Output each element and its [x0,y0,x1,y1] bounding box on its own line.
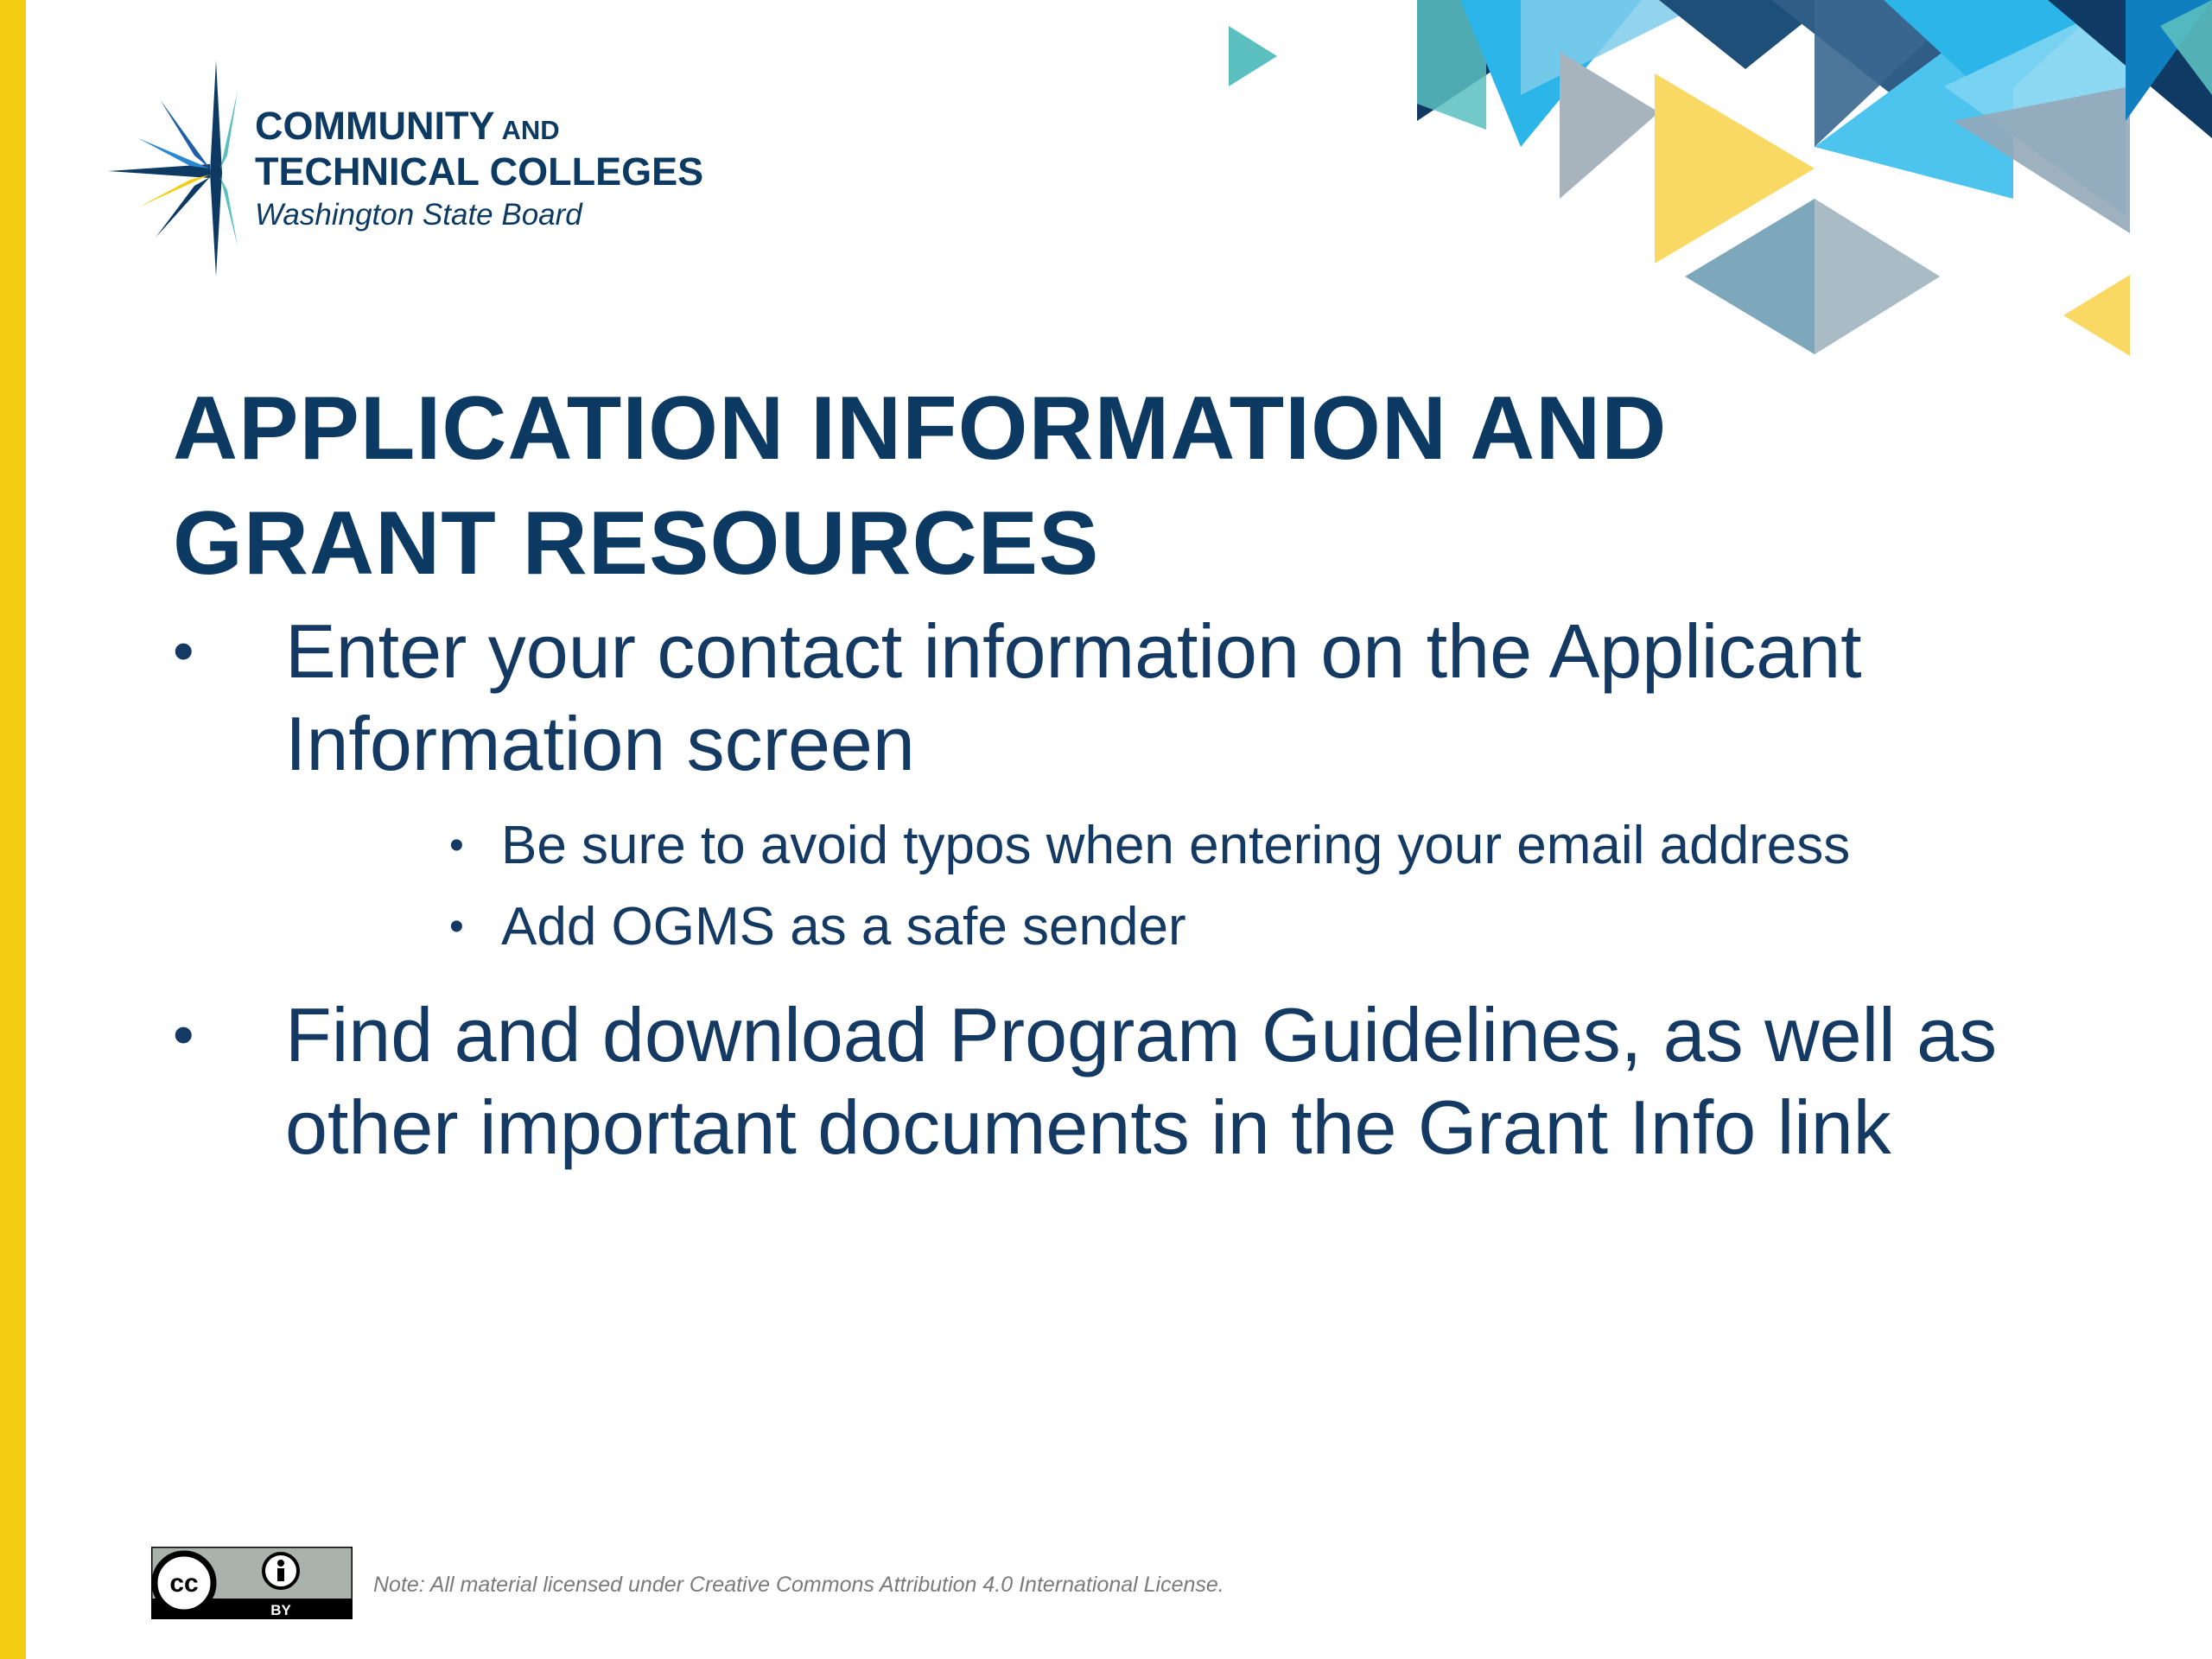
sub-bullet-list [173,805,2039,968]
sub-bullet-item-2 [449,887,2039,968]
sub-bullet-text: Be sure to avoid typos when entering your email address [501,816,1851,875]
bullet-text: Find and download Program Guidelines, as well as other important documents in the Grant Info link [285,992,1998,1170]
cc-by-label: BY [270,1602,291,1618]
logo-line2: TECHNICAL COLLEGES [255,149,704,194]
sub-bullet-dot: • [449,904,464,950]
bullet-text: Enter your contact information on the Applicant Information screen [285,608,1862,786]
sub-bullet-dot: • [449,823,464,868]
bullet-item-1 [173,605,2039,790]
bullet-item-2 [173,988,2039,1173]
license-note: Note: All material licensed under Creative Commons Attribution 4.0 International License. [373,1573,1224,1597]
sub-bullet-item-1 [449,805,2039,887]
compass-star-icon [108,60,246,285]
bullet-dot: • [173,1001,194,1068]
sub-bullet-text: Add OGMS as a safe sender [501,897,1186,957]
creative-commons-by-badge [151,1547,353,1619]
logo-line3: Washington State Board [255,198,582,232]
bullet-dot: • [173,617,194,684]
logo-line1: COMMUNITY AND [255,104,560,148]
logo-wordmark [255,105,703,236]
slide-title: APPLICATION INFORMATION AND GRANT RESOURCES [173,378,1668,594]
svg-text:cc: cc [169,1569,199,1598]
bullet-list [173,605,2039,1173]
